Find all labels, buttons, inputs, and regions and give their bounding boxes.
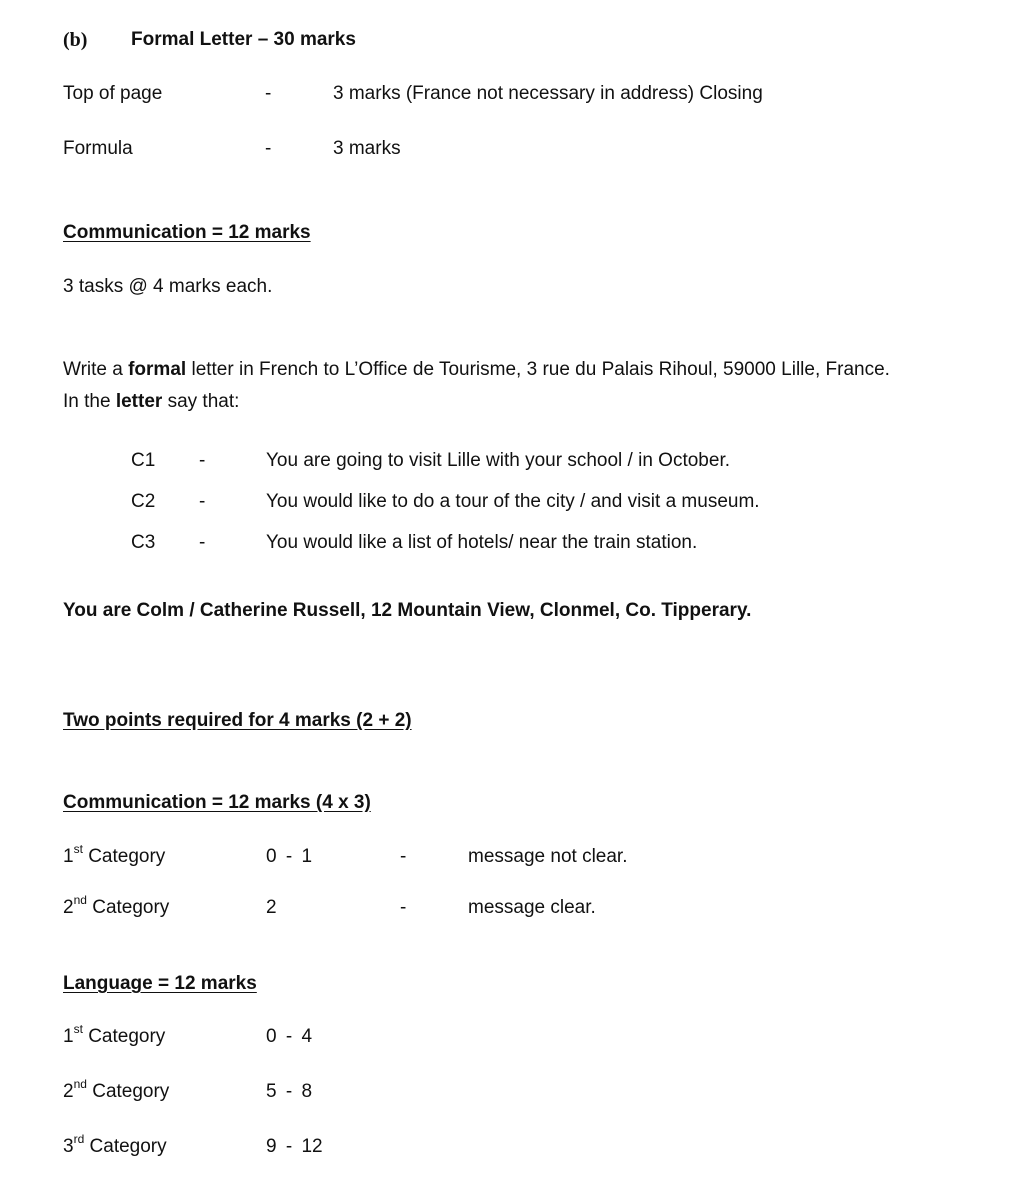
comm-category-label: 1st Category — [63, 841, 166, 867]
language-category-range: 9 - 12 — [266, 1136, 323, 1157]
top-of-page-value: 3 marks (France not necessary in address) Closing — [333, 83, 763, 104]
top-of-page-label: Top of page — [63, 83, 163, 104]
language-category-range: 5 - 8 — [266, 1081, 313, 1102]
language-category-label: 2nd Category — [63, 1076, 170, 1102]
point-code: C1 — [131, 450, 156, 471]
top-of-page-dash: - — [265, 83, 272, 104]
tasks-text: 3 tasks @ 4 marks each. — [63, 276, 273, 297]
comm-category-label: 2nd Category — [63, 892, 170, 918]
section-title: Formal Letter – 30 marks — [131, 29, 356, 50]
point-dash: - — [199, 532, 206, 553]
comm-category-range: 2 — [266, 897, 277, 918]
point-text: You are going to visit Lille with your school / in October. — [266, 450, 730, 471]
formula-value: 3 marks — [333, 138, 401, 159]
formula-dash: - — [265, 138, 272, 159]
comm-category-range: 0 - 1 — [266, 846, 313, 867]
identity-text: You are Colm / Catherine Russell, 12 Mountain View, Clonmel, Co. Tipperary. — [63, 600, 752, 621]
instruction-line-1: Write a formal letter in French to L’Office de Tourisme, 3 rue du Palais Rihoul, 59000 Lille, France. — [63, 359, 890, 380]
point-code: C3 — [131, 532, 156, 553]
point-text: You would like a list of hotels/ near the train station. — [266, 532, 698, 553]
point-text: You would like to do a tour of the city / and visit a museum. — [266, 491, 760, 512]
point-dash: - — [199, 491, 206, 512]
point-dash: - — [199, 450, 206, 471]
point-code: C2 — [131, 491, 156, 512]
formula-label: Formula — [63, 138, 133, 159]
comm-category-dash: - — [400, 846, 407, 867]
two-points-heading: Two points required for 4 marks (2 + 2) — [63, 710, 412, 731]
comm-category-desc: message clear. — [468, 897, 596, 918]
language-category-range: 0 - 4 — [266, 1026, 313, 1047]
comm-category-dash: - — [400, 897, 407, 918]
comm-category-desc: message not clear. — [468, 846, 628, 867]
communication-heading: Communication = 12 marks — [63, 222, 311, 243]
language-category-label: 3rd Category — [63, 1131, 167, 1157]
communication-marking-heading: Communication = 12 marks (4 x 3) — [63, 792, 371, 813]
section-label: (b) — [63, 29, 88, 51]
language-heading: Language = 12 marks — [63, 973, 257, 994]
instruction-line-2: In the letter say that: — [63, 391, 240, 412]
language-category-label: 1st Category — [63, 1021, 166, 1047]
